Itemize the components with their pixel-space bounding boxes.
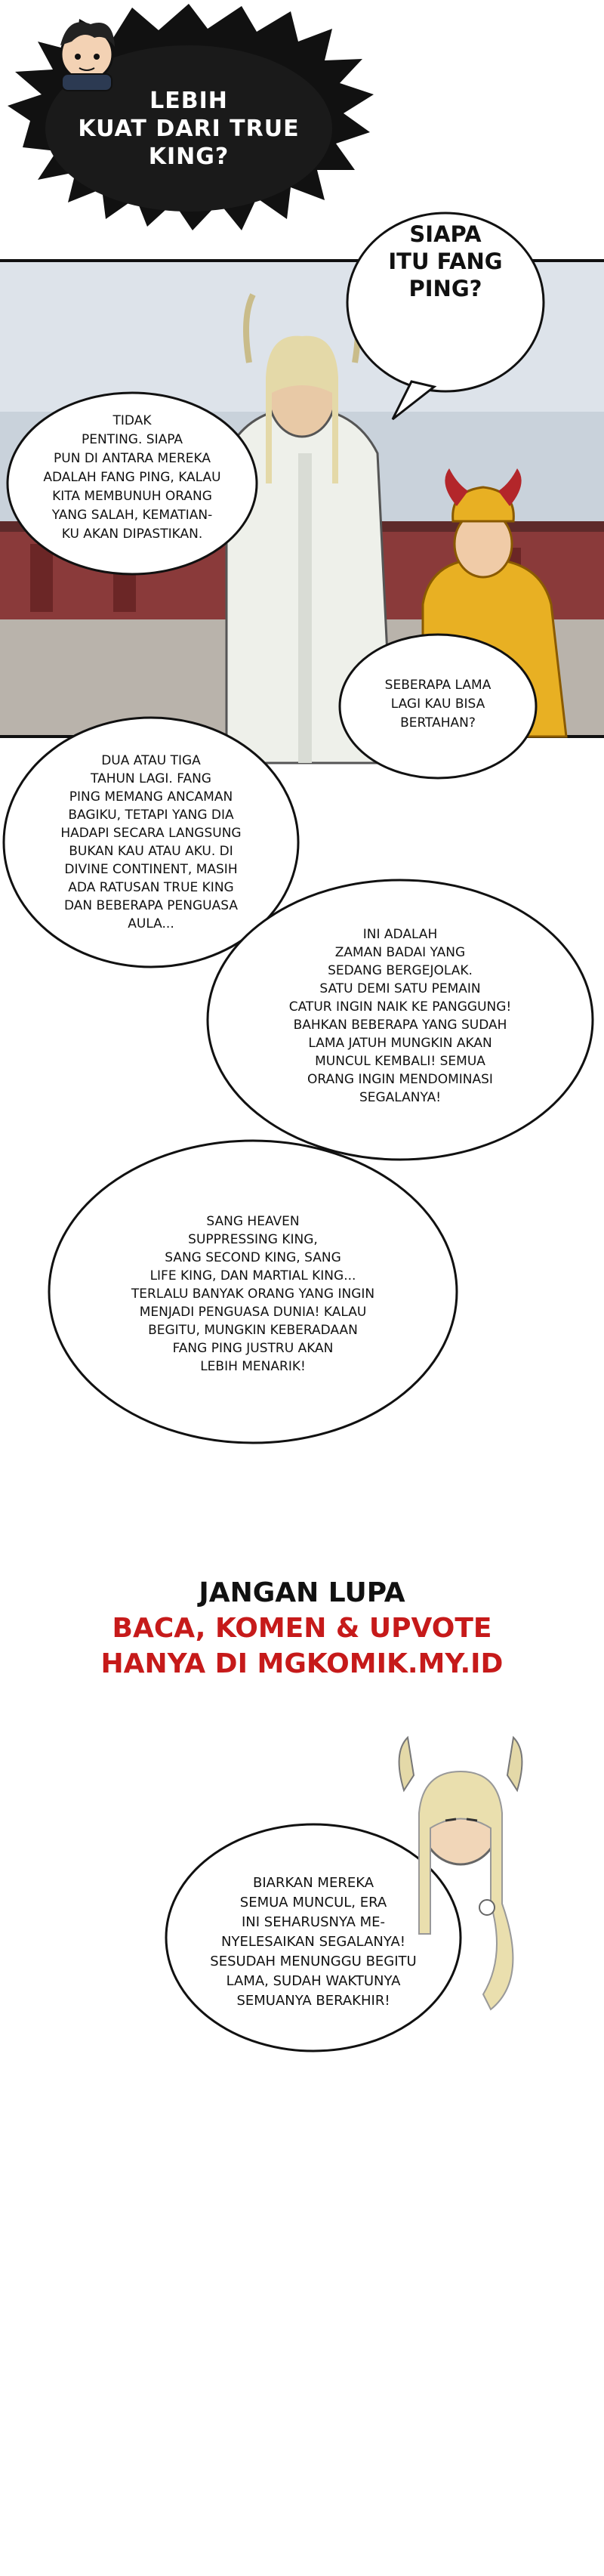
- chibi-head: [60, 22, 115, 91]
- bubble-line: DUA ATAU TIGA: [101, 753, 201, 768]
- bubble-line: TIDAK: [112, 413, 152, 428]
- bubble-line: DIVINE CONTINENT, MASIH: [64, 862, 238, 877]
- bubble-line: TAHUN LAGI. FANG: [91, 771, 211, 786]
- bubble-line: LIFE KING, DAN MARTIAL KING...: [149, 1268, 356, 1283]
- bubble-line: PING?: [408, 276, 482, 301]
- promo-banner: [0, 1575, 604, 1682]
- bubble-line: INI ADALAH: [362, 927, 438, 942]
- bubble-line: BAHKAN BEBERAPA YANG SUDAH: [293, 1018, 507, 1033]
- bubble-line: BAGIKU, TETAPI YANG DIA: [68, 808, 234, 823]
- bubble-line: YANG SALAH, KEMATIAN-: [51, 508, 213, 523]
- bubble-line: MUNCUL KEMBALI! SEMUA: [315, 1054, 485, 1069]
- bubble-line: SEMUANYA BERAKHIR!: [236, 1993, 390, 2009]
- bubble-line: ORANG INGIN MENDOMINASI: [307, 1072, 493, 1087]
- bubble-two-three-years-text: [23, 752, 279, 933]
- bubble-line: KU AKAN DIPASTIKAN.: [61, 527, 203, 542]
- bubble-line: ADA RATUSAN TRUE KING: [68, 880, 234, 895]
- bubble-line: DAN BEBERAPA PENGUASA: [64, 898, 238, 913]
- bubble-line: INI SEHARUSNYA ME-: [241, 1914, 386, 1930]
- bubble-line: KITA MEMBUNUH ORANG: [52, 489, 212, 504]
- shout-line: KING?: [148, 144, 230, 170]
- bubble-line: HADAPI SECARA LANGSUNG: [60, 826, 242, 841]
- bubble-kings-text: [64, 1212, 442, 1376]
- bubble-line: BIARKAN MEREKA: [252, 1875, 374, 1891]
- bubble-line: CATUR INGIN NAIK KE PANGGUNG!: [288, 999, 512, 1015]
- bubble-line: SEGALANYA!: [359, 1090, 442, 1105]
- bubble-line: MENJADI PENGUASA DUNIA! KALAU: [139, 1305, 367, 1320]
- bubble-line: SANG SECOND KING, SANG: [165, 1250, 341, 1265]
- bubble-who-text: [355, 221, 536, 302]
- bubble-line: PENTING. SIAPA: [81, 432, 183, 447]
- bubble-line: SIAPA: [409, 221, 482, 247]
- bubble-line: SESUDAH MENUNGGU BEGITU: [210, 1954, 417, 1969]
- bubble-line: SUPPRESSING KING,: [188, 1232, 318, 1247]
- bubble-line: PUN DI ANTARA MEREKA: [54, 451, 211, 466]
- bubble-line: FANG PING JUSTRU AKAN: [172, 1341, 334, 1356]
- bubble-line: SANG HEAVEN: [206, 1214, 300, 1229]
- bubble-line: BERTAHAN?: [400, 715, 476, 730]
- bubble-line: SEMUA MUNCUL, ERA: [239, 1895, 387, 1910]
- shout-text: [45, 87, 332, 171]
- bubble-line: LAGI KAU BISA: [390, 697, 485, 712]
- bubble-not-important-text: [11, 412, 253, 544]
- bubble-line: BEGITU, MUNGKIN KEBERADAAN: [148, 1323, 358, 1338]
- bubble-line: SATU DEMI SATU PEMAIN: [319, 981, 481, 996]
- bubble-line: LEBIH MENARIK!: [200, 1359, 306, 1374]
- bubble-line: LAMA, SUDAH WAKTUNYA: [226, 1973, 401, 1989]
- shout-line: LEBIH: [149, 88, 228, 114]
- bubble-line: ZAMAN BADAI YANG: [334, 945, 466, 960]
- bubble-line: BUKAN KAU ATAU AKU. DI: [69, 844, 233, 859]
- promo-line-3: HANYA DI MGKOMIK.MY.ID: [100, 1648, 504, 1679]
- bubble-line: ADALAH FANG PING, KALAU: [43, 470, 221, 485]
- shout-line: KUAT DARI TRUE: [78, 116, 300, 142]
- bubble-line: AULA...: [128, 916, 174, 931]
- bubble-line: PING MEMANG ANCAMAN: [69, 789, 233, 805]
- bubble-line: LAMA JATUH MUNGKIN AKAN: [308, 1036, 492, 1051]
- bubble-how-long-text: [347, 676, 528, 733]
- bubble-line: SEDANG BERGEJOLAK.: [328, 963, 473, 978]
- bubble-line: NYELESAIKAN SEGALANYA!: [220, 1934, 405, 1950]
- bubble-line: SEBERAPA LAMA: [384, 678, 492, 693]
- bubble-line: ITU FANG: [388, 249, 503, 274]
- bubble-let-them-text: [177, 1873, 449, 2011]
- bubble-line: TERLALU BANYAK ORANG YANG INGIN: [131, 1286, 375, 1302]
- bubble-storm-era-text: [230, 925, 570, 1107]
- promo-line-2: BACA, KOMEN & UPVOTE: [112, 1613, 492, 1644]
- promo-line-1: JANGAN LUPA: [199, 1577, 405, 1608]
